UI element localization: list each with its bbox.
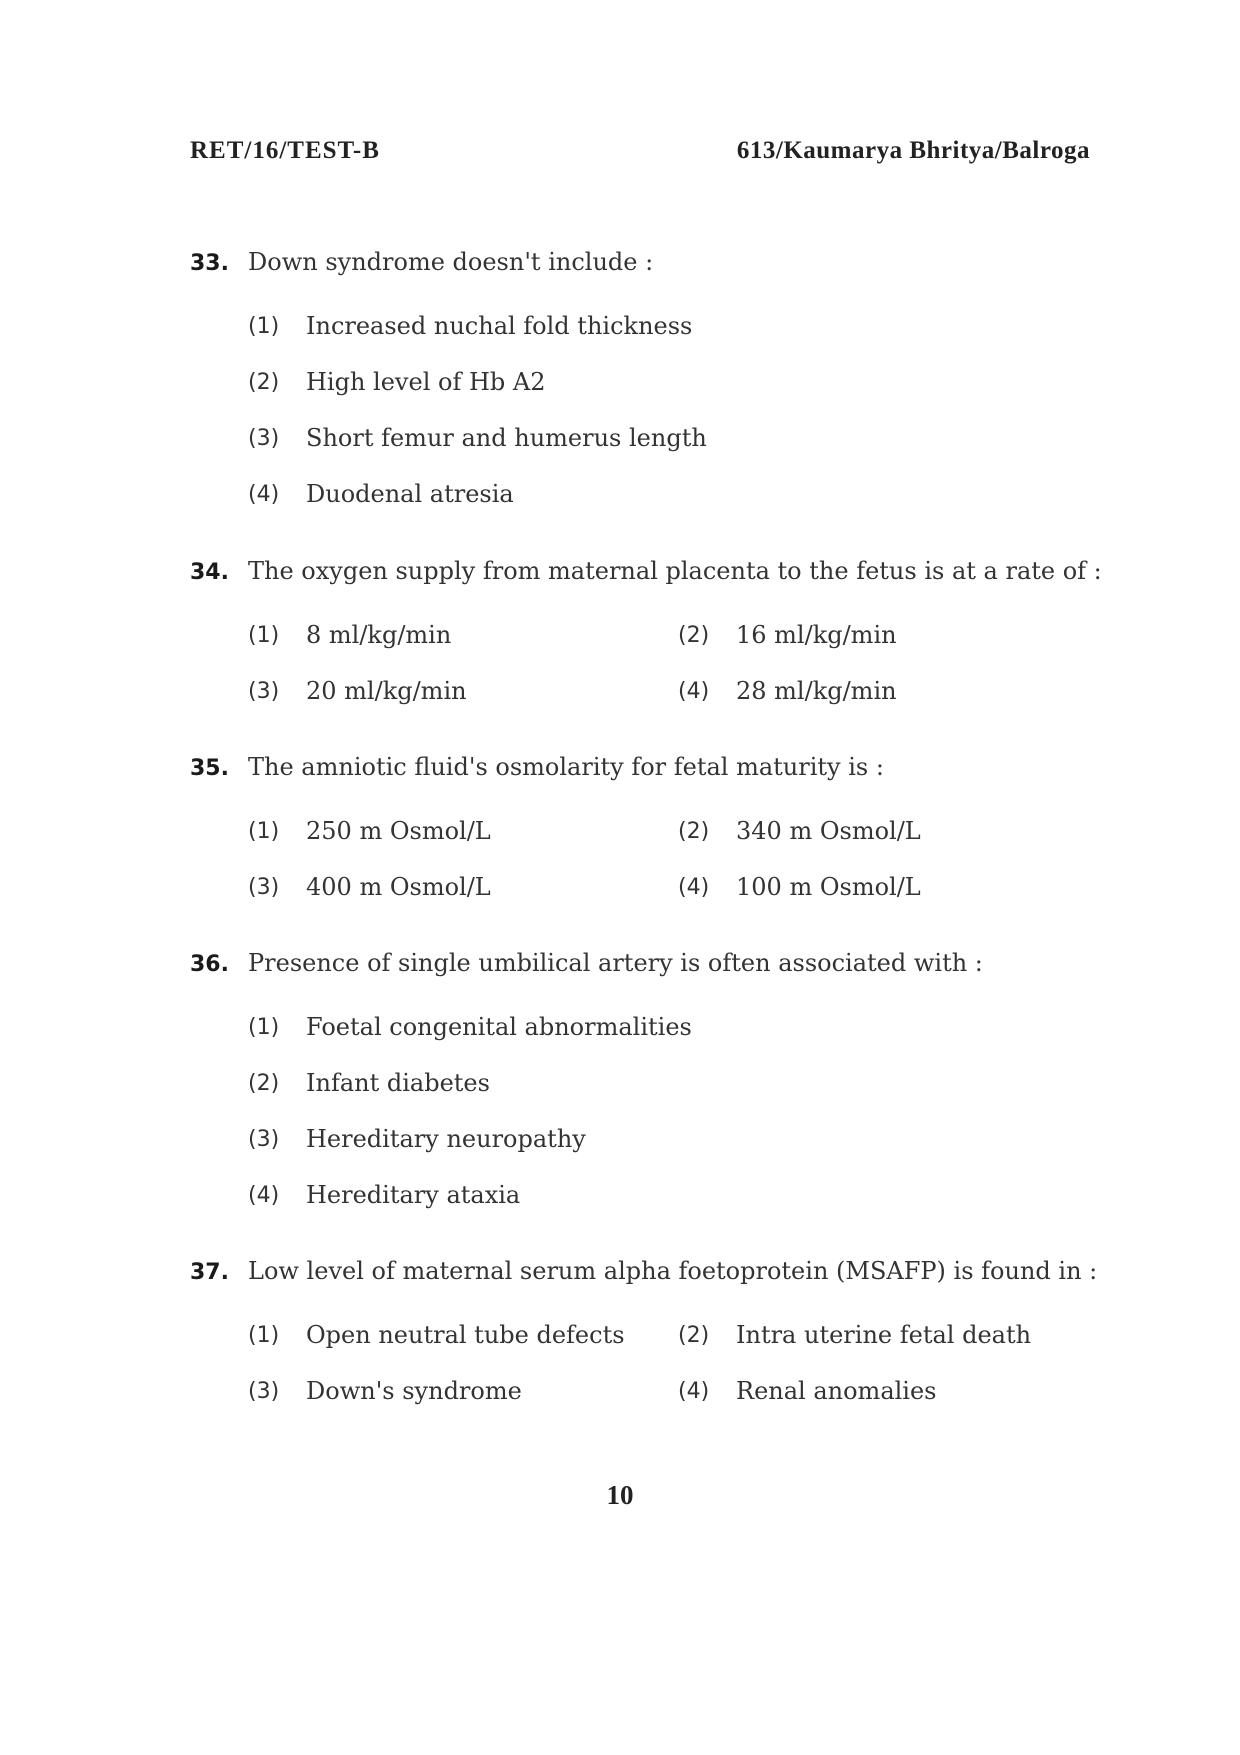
option-index: (1) bbox=[248, 1014, 280, 1040]
option-row bbox=[248, 1111, 1110, 1167]
header-subject: 613/Kaumarya Bhritya/Balroga bbox=[736, 137, 1090, 164]
option-2 bbox=[678, 621, 897, 649]
option-3 bbox=[248, 1125, 586, 1153]
option-index: (1) bbox=[248, 818, 280, 844]
option-index: (4) bbox=[248, 481, 280, 507]
option-text: 340 m Osmol/L bbox=[736, 817, 921, 845]
question-33 bbox=[190, 246, 1110, 522]
question-number: 33. bbox=[190, 251, 229, 276]
options-list bbox=[248, 298, 1110, 522]
option-row bbox=[248, 1307, 1110, 1363]
question-stem bbox=[190, 947, 1110, 981]
question-number: 37. bbox=[190, 1260, 229, 1285]
option-3 bbox=[248, 873, 678, 901]
question-35 bbox=[190, 751, 1110, 915]
option-text: Renal anomalies bbox=[736, 1377, 937, 1405]
option-row bbox=[248, 1055, 1110, 1111]
option-row bbox=[248, 803, 1110, 859]
option-2 bbox=[248, 368, 545, 396]
question-text: Presence of single umbilical artery is often associated with : bbox=[248, 949, 983, 977]
option-4 bbox=[678, 1377, 937, 1405]
option-row bbox=[248, 607, 1110, 663]
question-36 bbox=[190, 947, 1110, 1223]
option-index: (4) bbox=[678, 678, 710, 704]
option-text: 100 m Osmol/L bbox=[736, 873, 921, 901]
question-34 bbox=[190, 555, 1110, 719]
option-text: Hereditary neuropathy bbox=[306, 1125, 586, 1153]
option-row bbox=[248, 1167, 1110, 1223]
option-4 bbox=[248, 480, 514, 508]
question-stem bbox=[190, 246, 1110, 280]
option-2 bbox=[678, 1321, 1031, 1349]
option-row bbox=[248, 1363, 1110, 1419]
option-text: Open neutral tube defects bbox=[306, 1321, 625, 1349]
options-list bbox=[248, 803, 1110, 915]
option-row bbox=[248, 354, 1110, 410]
options-list bbox=[248, 607, 1110, 719]
option-text: Infant diabetes bbox=[306, 1069, 490, 1097]
options-list bbox=[248, 999, 1110, 1223]
option-text: Down's syndrome bbox=[306, 1377, 522, 1405]
header-test-code: RET/16/TEST-B bbox=[190, 137, 380, 164]
question-text: The oxygen supply from maternal placenta to the fetus is at a rate of : bbox=[248, 557, 1102, 585]
option-text: Short femur and humerus length bbox=[306, 424, 707, 452]
question-stem bbox=[190, 555, 1110, 589]
option-text: 8 ml/kg/min bbox=[306, 621, 452, 649]
option-index: (4) bbox=[678, 1378, 710, 1404]
option-4 bbox=[678, 677, 897, 705]
option-text: 16 ml/kg/min bbox=[736, 621, 897, 649]
option-row bbox=[248, 466, 1110, 522]
option-row bbox=[248, 298, 1110, 354]
option-1 bbox=[248, 1321, 678, 1349]
option-index: (2) bbox=[678, 818, 710, 844]
question-37 bbox=[190, 1255, 1110, 1419]
option-index: (3) bbox=[248, 1378, 280, 1404]
option-3 bbox=[248, 424, 707, 452]
option-2 bbox=[248, 1069, 490, 1097]
option-text: 400 m Osmol/L bbox=[306, 873, 491, 901]
question-text: The amniotic fluid's osmolarity for fetal maturity is : bbox=[248, 753, 884, 781]
question-number: 35. bbox=[190, 756, 229, 781]
option-row bbox=[248, 859, 1110, 915]
option-1 bbox=[248, 312, 692, 340]
option-text: High level of Hb A2 bbox=[306, 368, 546, 396]
option-index: (3) bbox=[248, 678, 280, 704]
page-number: 10 bbox=[606, 1480, 634, 1510]
option-text: 20 ml/kg/min bbox=[306, 677, 467, 705]
option-index: (1) bbox=[248, 313, 280, 339]
option-1 bbox=[248, 1013, 692, 1041]
option-index: (3) bbox=[248, 425, 280, 451]
option-text: Increased nuchal fold thickness bbox=[306, 312, 693, 340]
option-row bbox=[248, 663, 1110, 719]
option-text: Hereditary ataxia bbox=[306, 1181, 521, 1209]
option-index: (2) bbox=[248, 1070, 280, 1096]
question-number: 34. bbox=[190, 560, 229, 585]
option-index: (1) bbox=[248, 622, 280, 648]
option-text: Foetal congenital abnormalities bbox=[306, 1013, 692, 1041]
option-1 bbox=[248, 817, 678, 845]
option-text: 28 ml/kg/min bbox=[736, 677, 897, 705]
option-index: (2) bbox=[678, 622, 710, 648]
option-index: (2) bbox=[248, 369, 280, 395]
option-index: (4) bbox=[248, 1182, 280, 1208]
option-row bbox=[248, 410, 1110, 466]
options-list bbox=[248, 1307, 1110, 1419]
question-text: Low level of maternal serum alpha foetoprotein (MSAFP) is found in : bbox=[248, 1257, 1098, 1285]
option-3 bbox=[248, 1377, 678, 1405]
option-3 bbox=[248, 677, 678, 705]
option-1 bbox=[248, 621, 678, 649]
question-number: 36. bbox=[190, 952, 229, 977]
option-index: (1) bbox=[248, 1322, 280, 1348]
option-text: Intra uterine fetal death bbox=[736, 1321, 1032, 1349]
option-4 bbox=[678, 873, 921, 901]
question-text: Down syndrome doesn't include : bbox=[248, 248, 654, 276]
option-2 bbox=[678, 817, 921, 845]
option-4 bbox=[248, 1181, 520, 1209]
option-text: 250 m Osmol/L bbox=[306, 817, 491, 845]
option-text: Duodenal atresia bbox=[306, 480, 514, 508]
option-index: (2) bbox=[678, 1322, 710, 1348]
question-stem bbox=[190, 751, 1110, 785]
option-index: (4) bbox=[678, 874, 710, 900]
option-index: (3) bbox=[248, 874, 280, 900]
option-row bbox=[248, 999, 1110, 1055]
option-index: (3) bbox=[248, 1126, 280, 1152]
question-stem bbox=[190, 1255, 1110, 1289]
